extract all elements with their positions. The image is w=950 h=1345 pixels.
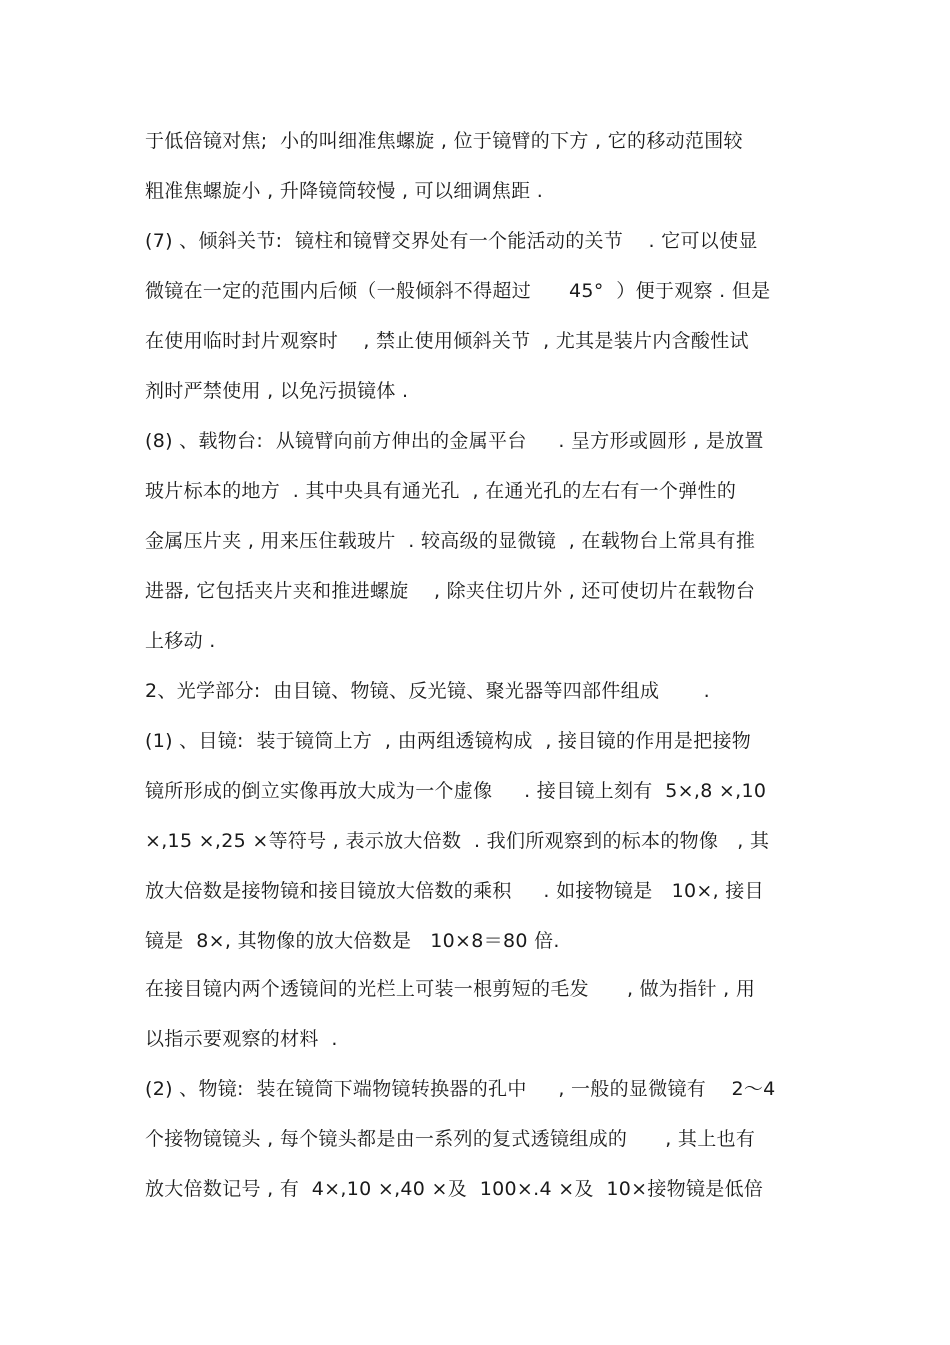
text-line: (1) 、目镜: 装于镜筒上方 , 由两组透镜构成 , 接目镜的作用是把接物 bbox=[145, 730, 752, 752]
text-line: 镜所形成的倒立实像再放大成为一个虚像 . 接目镜上刻有 5×,8 ×,10 bbox=[145, 780, 767, 802]
text-line: 镜是 8×, 其物像的放大倍数是 10×8＝80 倍. bbox=[145, 930, 560, 952]
text-line: (2) 、物镜: 装在镜筒下端物镜转换器的孔中 , 一般的显微镜有 2～4 bbox=[145, 1078, 776, 1100]
text-line: 以指示要观察的材料 . bbox=[145, 1028, 338, 1050]
text-line: 在使用临时封片观察时 , 禁止使用倾斜关节 , 尤其是装片内含酸性试 bbox=[145, 330, 749, 352]
text-line: 粗准焦螺旋小 , 升降镜筒较慢 , 可以细调焦距 . bbox=[145, 180, 544, 202]
text-line: 个接物镜镜头 , 每个镜头都是由一系列的复式透镜组成的 , 其上也有 bbox=[145, 1128, 756, 1150]
text-line: 2、光学部分: 由目镜、物镜、反光镜、聚光器等四部件组成 . bbox=[145, 680, 710, 702]
text-line: (8) 、载物台: 从镜臂向前方伸出的金属平台 . 呈方形或圆形 , 是放置 bbox=[145, 430, 764, 452]
text-line: 放大倍数是接物镜和接目镜放大倍数的乘积 . 如接物镜是 10×, 接目 bbox=[145, 880, 764, 902]
text-line: 剂时严禁使用 , 以免污损镜体 . bbox=[145, 380, 409, 402]
text-line: 进器, 它包括夹片夹和推进螺旋 , 除夹住切片外 , 还可使切片在载物台 bbox=[145, 580, 756, 602]
text-line: 放大倍数记号 , 有 4×,10 ×,40 ×及 100×.4 ×及 10×接物镜是低倍 bbox=[145, 1178, 764, 1200]
text-line: 在接目镜内两个透镜间的光栏上可装一根剪短的毛发 , 做为指针 , 用 bbox=[145, 978, 756, 1000]
text-line: 上移动 . bbox=[145, 630, 216, 652]
text-line: 金属压片夹 , 用来压住载玻片 . 较高级的显微镜 , 在载物台上常具有推 bbox=[145, 530, 756, 552]
text-line: 微镜在一定的范围内后倾（一般倾斜不得超过 45° ）便于观察 . 但是 bbox=[145, 280, 771, 302]
text-line: (7) 、倾斜关节: 镜柱和镜臂交界处有一个能活动的关节 . 它可以使显 bbox=[145, 230, 758, 252]
text-line: 玻片标本的地方 . 其中央具有通光孔 , 在通光孔的左右有一个弹性的 bbox=[145, 480, 737, 502]
document-body bbox=[145, 122, 815, 1220]
text-line: 于低倍镜对焦; 小的叫细准焦螺旋 , 位于镜臂的下方 , 它的移动范围较 bbox=[145, 130, 743, 152]
text-line: ×,15 ×,25 ×等符号 , 表示放大倍数 . 我们所观察到的标本的物像 , 其 bbox=[145, 830, 770, 852]
